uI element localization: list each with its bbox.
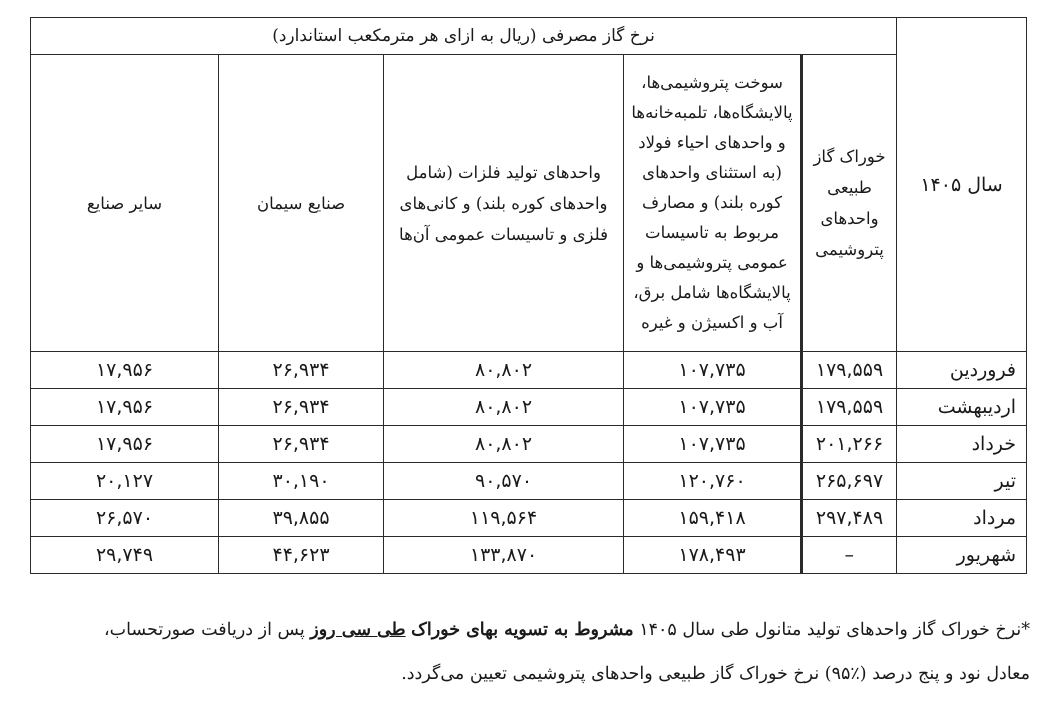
value-cell: ۱۷۹,۵۵۹ bbox=[802, 352, 897, 389]
month-cell: خرداد bbox=[897, 426, 1027, 463]
value-cell: ۴۴,۶۲۳ bbox=[219, 537, 384, 574]
column-header-fuel: سوخت پتروشیمی‌ها، پالایشگاه‌ها، تلمبه‌خانه‌ها و واحدهای احیاء فولاد (به استثنای واحدهای کوره بلند) و مصارف مربوط به تاسیسات عمومی پتروشیمی‌ها و پالایشگاه‌ها شامل برق، آب و اکسیژن و غیره bbox=[624, 55, 802, 352]
year-header: سال ۱۴۰۵ bbox=[897, 18, 1027, 352]
value-cell: ۱۱۹,۵۶۴ bbox=[384, 500, 624, 537]
value-cell: ۱۰۷,۷۳۵ bbox=[624, 426, 802, 463]
value-cell: ۲۶۵,۶۹۷ bbox=[802, 463, 897, 500]
value-cell: ۸۰,۸۰۲ bbox=[384, 426, 624, 463]
value-cell: ۱۰۷,۷۳۵ bbox=[624, 389, 802, 426]
table-row bbox=[31, 537, 1027, 574]
value-cell: ۱۷۹,۵۵۹ bbox=[802, 389, 897, 426]
column-header-cement: صنایع سیمان bbox=[219, 55, 384, 352]
value-cell: ۲۹۷,۴۸۹ bbox=[802, 500, 897, 537]
value-cell: ۹۰,۵۷۰ bbox=[384, 463, 624, 500]
value-cell: ۱۷۸,۴۹۳ bbox=[624, 537, 802, 574]
month-cell: فروردین bbox=[897, 352, 1027, 389]
footnote-text-end: پس از دریافت صورتحساب، bbox=[103, 620, 311, 640]
group-header: نرخ گاز مصرفی (ریال به ازای هر مترمکعب استاندارد) bbox=[31, 18, 897, 55]
value-cell: – bbox=[802, 537, 897, 574]
value-cell: ۲۹,۷۴۹ bbox=[31, 537, 219, 574]
column-header-other-industries: سایر صنایع bbox=[31, 55, 219, 352]
month-cell: شهریور bbox=[897, 537, 1027, 574]
table-row bbox=[31, 426, 1027, 463]
value-cell: ۱۷,۹۵۶ bbox=[31, 426, 219, 463]
value-cell: ۱۰۷,۷۳۵ bbox=[624, 352, 802, 389]
value-cell: ۱۷,۹۵۶ bbox=[31, 389, 219, 426]
value-cell: ۱۲۰,۷۶۰ bbox=[624, 463, 802, 500]
column-header-feedstock: خوراک گاز طبیعی واحدهای پتروشیمی bbox=[802, 55, 897, 352]
value-cell: ۲۶,۵۷۰ bbox=[31, 500, 219, 537]
footnote-line-2: معادل نود و پنج درصد (٪۹۵) نرخ خوراک گاز طبیعی واحدهای پتروشیمی تعیین می‌گردد. bbox=[401, 664, 1030, 684]
table-row bbox=[31, 463, 1027, 500]
value-cell: ۸۰,۸۰۲ bbox=[384, 389, 624, 426]
value-cell: ۲۰۱,۲۶۶ bbox=[802, 426, 897, 463]
footnote-bold-condition: مشروط به تسویه بهای خوراک bbox=[411, 620, 634, 640]
month-cell: اردیبهشت bbox=[897, 389, 1027, 426]
table-row bbox=[31, 389, 1027, 426]
month-cell: مرداد bbox=[897, 500, 1027, 537]
footnote-underlined-term: طی سی روز bbox=[310, 620, 406, 640]
table-row bbox=[31, 352, 1027, 389]
footnote-text-start: *نرخ خوراک گاز واحدهای تولید متانول طی سال ۱۴۰۵ bbox=[633, 620, 1030, 640]
value-cell: ۲۶,۹۳۴ bbox=[219, 426, 384, 463]
footnote-line-1 bbox=[40, 620, 1030, 640]
value-cell: ۱۷,۹۵۶ bbox=[31, 352, 219, 389]
value-cell: ۲۶,۹۳۴ bbox=[219, 352, 384, 389]
value-cell: ۳۰,۱۹۰ bbox=[219, 463, 384, 500]
month-cell: تیر bbox=[897, 463, 1027, 500]
value-cell: ۳۹,۸۵۵ bbox=[219, 500, 384, 537]
gas-rates-table bbox=[30, 17, 1027, 574]
column-header-metals: واحدهای تولید فلزات (شامل واحدهای کوره بلند) و کانی‌های فلزی و تاسیسات عمومی آن‌ها bbox=[384, 55, 624, 352]
value-cell: ۱۵۹,۴۱۸ bbox=[624, 500, 802, 537]
value-cell: ۱۳۳,۸۷۰ bbox=[384, 537, 624, 574]
table-row bbox=[31, 500, 1027, 537]
value-cell: ۸۰,۸۰۲ bbox=[384, 352, 624, 389]
value-cell: ۲۰,۱۲۷ bbox=[31, 463, 219, 500]
value-cell: ۲۶,۹۳۴ bbox=[219, 389, 384, 426]
